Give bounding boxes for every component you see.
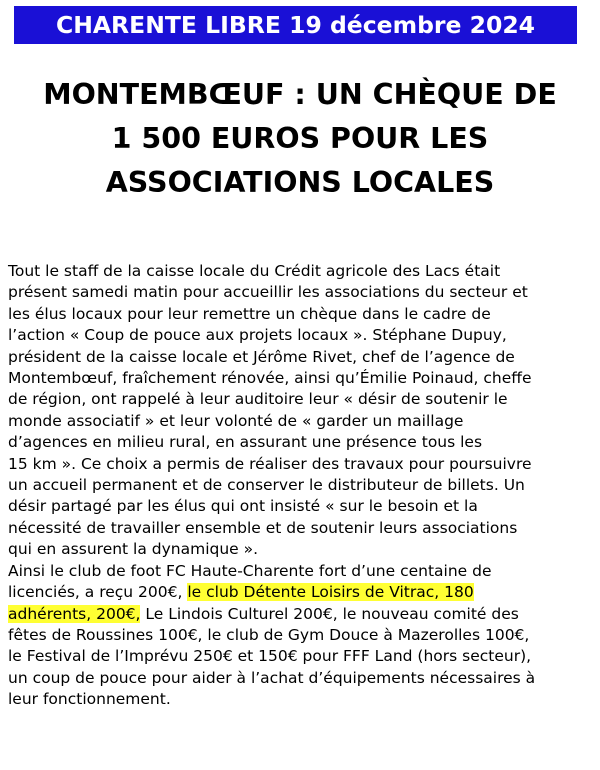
text-line: un coup de pouce pour aider à l’achat d’équipements nécessaires à <box>8 668 536 687</box>
text-line: 15 km ». Ce choix a permis de réaliser des travaux pour poursuivre <box>8 454 532 473</box>
headline-line: MONTEMBŒUF : UN CHÈQUE DE <box>43 78 557 111</box>
headline-line: ASSOCIATIONS LOCALES <box>105 166 495 199</box>
text-line: de région, ont rappelé à leur auditoire leur « désir de soutenir le <box>8 390 508 409</box>
headline-line: 1 500 EUROS POUR LES <box>111 122 489 155</box>
text-line: désir partagé par les élus qui ont insisté « sur le besoin et la <box>8 497 478 516</box>
article-body <box>8 261 588 711</box>
text-line <box>8 582 588 603</box>
text-line: Ainsi le club de foot FC Haute-Charente fort d’une centaine de <box>8 561 492 580</box>
text-line: président de la caisse locale et Jérôme Rivet, chef de l’agence de <box>8 347 515 366</box>
text-line: nécessité de travailler ensemble et de soutenir leurs associations <box>8 518 518 537</box>
text-line: qui en assurent la dynamique ». <box>8 540 259 559</box>
text-segment: licenciés, a reçu 200€, <box>8 583 188 602</box>
newspaper-masthead: CHARENTE LIBRE 19 décembre 2024 <box>14 6 577 44</box>
text-segment: Le Lindois Culturel 200€, le nouveau comité des <box>140 604 519 623</box>
text-line: fêtes de Roussines 100€, le club de Gym Douce à Mazerolles 100€, <box>8 625 530 644</box>
text-line <box>8 604 588 625</box>
text-line: les élus locaux pour leur remettre un chèque dans le cadre de <box>8 304 491 323</box>
text-line: l’action « Coup de pouce aux projets locaux ». Stéphane Dupuy, <box>8 326 507 345</box>
text-line: Montembœuf, fraîchement rénovée, ainsi qu’Émilie Poinaud, cheffe <box>8 369 532 388</box>
paragraph-2 <box>8 561 588 711</box>
highlighted-text: adhérents, 200€, <box>8 604 141 623</box>
text-line: présent samedi matin pour accueillir les associations du secteur et <box>8 283 528 302</box>
article-headline <box>0 73 600 205</box>
text-line: leur fonctionnement. <box>8 690 171 709</box>
text-line: d’agences en milieu rural, en assurant une présence tous les <box>8 433 483 452</box>
text-line: Tout le staff de la caisse locale du Crédit agricole des Lacs était <box>8 262 501 280</box>
text-line: le Festival de l’Imprévu 250€ et 150€ pour FFF Land (hors secteur), <box>8 647 532 666</box>
text-line: un accueil permanent et de conserver le distributeur de billets. Un <box>8 476 525 495</box>
paragraph-1 <box>8 261 588 561</box>
text-line: monde associatif » et leur volonté de « garder un maillage <box>8 411 464 430</box>
highlighted-text: le club Détente Loisirs de Vitrac, 180 <box>187 583 474 602</box>
